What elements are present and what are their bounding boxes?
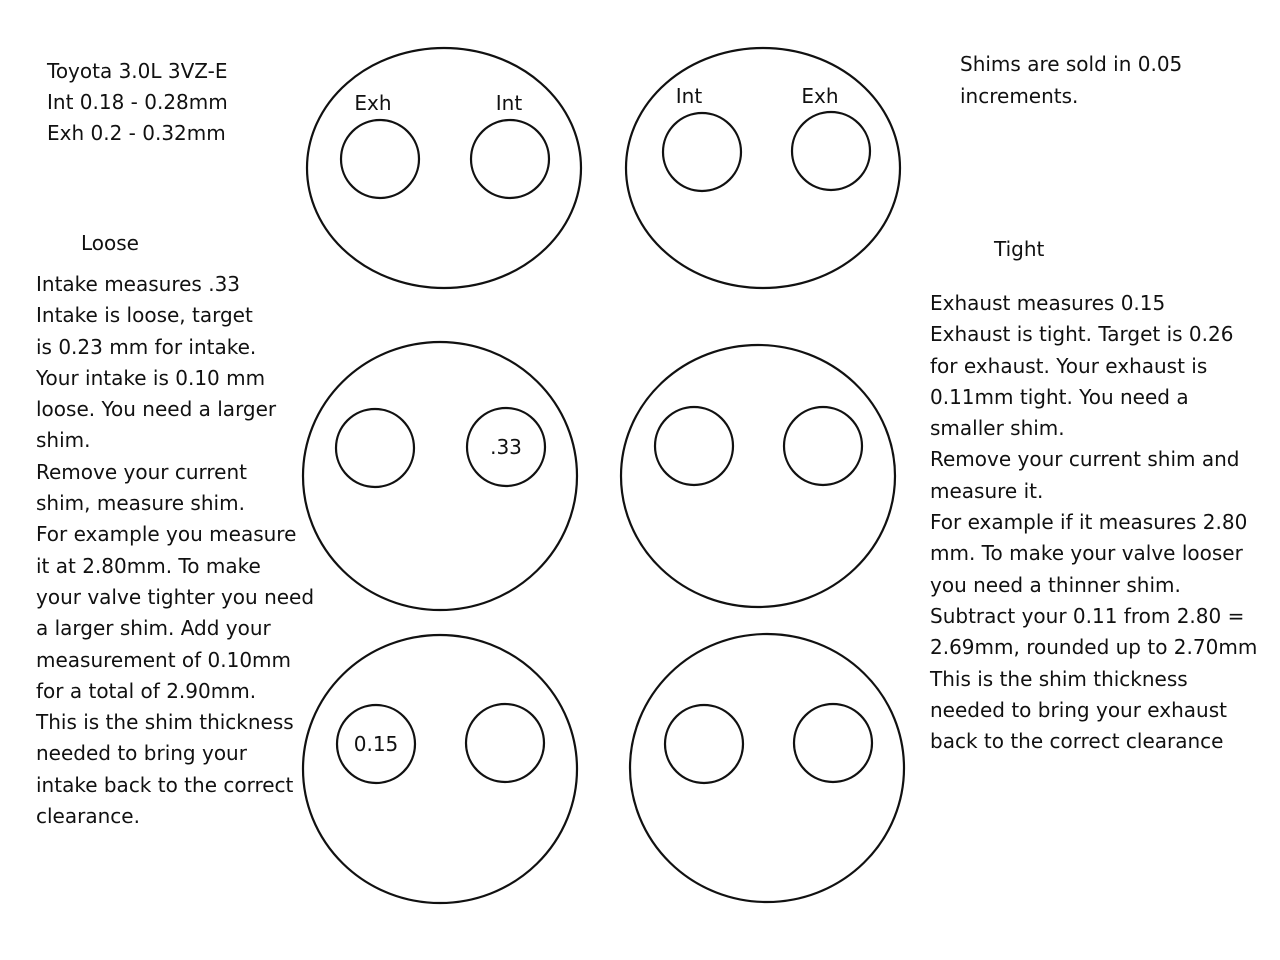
valve-circle: [794, 704, 872, 782]
loose-instruction-line: Intake is loose, target: [36, 303, 253, 328]
tight-instruction-line: 0.11mm tight. You need a: [930, 384, 1189, 409]
cylinder-outline: [307, 48, 581, 288]
valve-circle: [665, 705, 743, 783]
valve-type-label: Exh: [354, 91, 392, 115]
valve-circle: [784, 407, 862, 485]
loose-instruction-line: is 0.23 mm for intake.: [36, 334, 257, 359]
loose-instruction-line: clearance.: [36, 804, 140, 829]
intake-clearance-spec: Int 0.18 - 0.28mm: [47, 90, 228, 114]
tight-instruction-line: back to the correct clearance: [930, 729, 1224, 754]
loose-instruction-line: shim.: [36, 428, 91, 453]
loose-instruction-line: a larger shim. Add your: [36, 616, 271, 641]
cylinder-left-1: [307, 48, 581, 288]
valve-measurement-label: .33: [490, 435, 522, 459]
tight-instruction-line: for exhaust. Your exhaust is: [930, 353, 1208, 378]
loose-instruction-line: For example you measure: [36, 522, 297, 547]
cylinder-outline: [303, 635, 577, 903]
tight-instruction-line: measure it.: [930, 478, 1044, 503]
tight-instruction-line: For example if it measures 2.80: [930, 510, 1248, 535]
loose-instruction-line: intake back to the correct: [36, 772, 294, 797]
shim-note-line: Shims are sold in 0.05: [960, 52, 1183, 76]
tight-instruction-line: Exhaust is tight. Target is 0.26: [930, 322, 1234, 347]
valve-circle: [663, 113, 741, 191]
cylinder-outline: [621, 345, 895, 607]
valve-circle: [792, 112, 870, 190]
tight-instruction-line: mm. To make your valve looser: [930, 541, 1243, 566]
loose-instructions: [36, 269, 314, 832]
valve-circle: [341, 120, 419, 198]
loose-instruction-line: needed to bring your: [36, 741, 247, 766]
exhaust-clearance-spec: Exh 0.2 - 0.32mm: [47, 121, 226, 145]
tight-instruction-line: smaller shim.: [930, 416, 1065, 441]
engine-model-label: Toyota 3.0L 3VZ-E: [47, 59, 228, 83]
cylinder-right-1: [626, 48, 900, 288]
loose-instruction-line: Remove your current: [36, 459, 247, 484]
engine-spec-block: [47, 56, 228, 149]
shim-increment-note: [960, 48, 1182, 112]
tight-instruction-line: Subtract your 0.11 from 2.80 =: [930, 603, 1245, 628]
cylinder-right-3: [630, 634, 904, 902]
tight-instructions: [930, 288, 1257, 757]
valve-type-label: Int: [495, 91, 523, 115]
loose-instruction-line: Intake measures .33: [36, 272, 241, 296]
shim-note-line: increments.: [960, 84, 1079, 108]
loose-instruction-line: your valve tighter you need: [36, 584, 315, 609]
valve-circle: [471, 120, 549, 198]
tight-instruction-line: This is the shim thickness: [930, 666, 1188, 691]
cylinder-right-2: [621, 345, 895, 607]
loose-instruction-line: measurement of 0.10mm: [36, 647, 292, 672]
tight-instruction-line: 2.69mm, rounded up to 2.70mm: [930, 635, 1258, 660]
valve-circle: [466, 704, 544, 782]
valve-type-label: Int: [675, 84, 703, 108]
loose-instruction-line: This is the shim thickness: [36, 710, 294, 735]
tight-heading: Tight: [994, 237, 1045, 261]
tight-instruction-line: Exhaust measures 0.15: [930, 291, 1166, 315]
loose-instruction-line: shim, measure shim.: [36, 491, 245, 516]
loose-instruction-line: loose. You need a larger: [36, 397, 277, 422]
loose-instruction-line: for a total of 2.90mm.: [36, 678, 257, 703]
tight-instruction-line: needed to bring your exhaust: [930, 697, 1227, 722]
loose-instruction-line: it at 2.80mm. To make: [36, 553, 261, 578]
valve-type-label: Exh: [801, 84, 839, 108]
loose-instruction-line: Your intake is 0.10 mm: [36, 365, 266, 390]
valve-measurement-label: 0.15: [353, 732, 399, 756]
loose-heading: Loose: [81, 231, 139, 255]
tight-instruction-line: you need a thinner shim.: [930, 572, 1181, 597]
valve-circle: [336, 409, 414, 487]
cylinder-left-2: [303, 342, 577, 610]
tight-instruction-line: Remove your current shim and: [930, 447, 1240, 472]
cylinder-left-3: [303, 635, 577, 903]
cylinder-outline: [303, 342, 577, 610]
valve-circle: [655, 407, 733, 485]
